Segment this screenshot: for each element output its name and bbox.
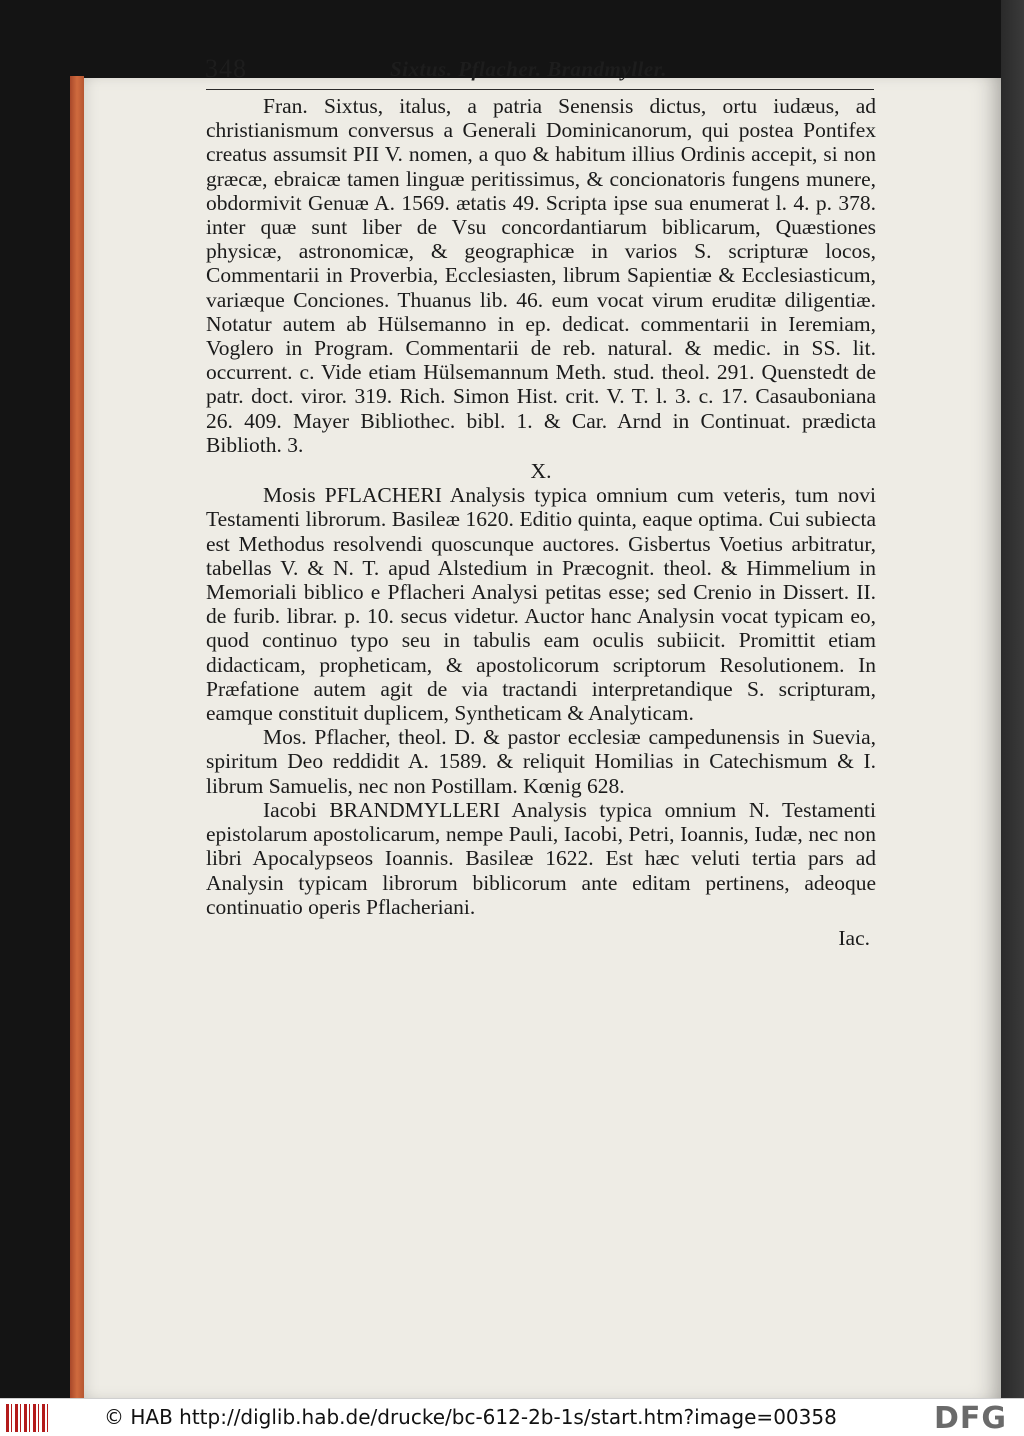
copyright-url-text[interactable]: © HAB http://diglib.hab.de/drucke/bc-612-2b-1s/start.htm?image=00358	[104, 1405, 837, 1429]
scan-background	[1001, 0, 1024, 1398]
running-header	[205, 54, 875, 88]
page-body	[206, 94, 876, 950]
header-rule	[206, 89, 874, 90]
page-number: 348	[205, 54, 247, 83]
viewer-footer	[0, 1398, 1024, 1436]
book-page-edge	[70, 76, 84, 1398]
paragraph-pflacher-bio: Mos. Pflacher, theol. D. & pastor ecclesiæ campedunensis in Suevia, spiritum Deo reddidit A. 1589. & reliquit Homilias in Catechismum & I. librum Samuelis, nec non Postillam. Kœnig 628.	[206, 725, 876, 798]
running-title: Sixtus. Pflacher. Brandmyller.	[390, 57, 667, 81]
section-number: X.	[530, 459, 552, 484]
barcode-icon	[6, 1404, 48, 1432]
dfg-logo: DFG	[934, 1401, 1008, 1436]
catchword: Iac.	[838, 925, 870, 950]
paragraph-brandmylleri: Iacobi BRANDMYLLERI Analysis typica omnium N. Testamenti epistolarum apostolicarum, nempe Pauli, Iacobi, Petri, Ioannis, Iudæ, nec non libri Apocalypseos Ioannis. Basileæ 1622. Est hæc veluti tertia pars ad Analysin typicam librorum biblicorum ante editam pertinens, adeoque continuatio operis Pflacheriani.	[206, 797, 876, 919]
paragraph-pflacheri-analysis: Mosis PFLACHERI Analysis typica omnium cum veteris, tum novi Testamenti librorum. Basileæ 1620. Editio quinta, eaque optima. Cui subiecta est Methodus resolvendi quoscunque auctores. Gisbertus Voetius arbitratur, tabellas V. & N. T. apud Alstedium in Præcognit. theol. & Himmelium in Memoriali biblico e Pflacheri Analysi petitas esse; sed Crenio in Dissert. II. de furib. librar. p. 10. secus videtur. Auctor hanc Analysin vocat typicam eo, quod continuo typo seu in tabulis eam oculis subiicit. Promittit etiam didacticam, propheticam, & apostolicorum scriptorum Resolutionem. In Præfatione autem agit de via tractandi interpretandique S. scripturam, eamque constituit duplicem, Syntheticam & Analyticam.	[206, 483, 876, 726]
paragraph-sixtus: Fran. Sixtus, italus, a patria Senensis dictus, ortu iudæus, ad christianismum conversus a Generali Dominicanorum, qui postea Pontifex creatus assumsit PII V. nomen, a quo & habitum illius Ordinis accepit, si non græcæ, ebraicæ tamen linguæ peritissimus, & concionatoris fungens munere, obdormivit Genuæ A. 1569. ætatis 49. Scripta ipse sua enumerat l. 4. p. 378. inter quæ sunt liber de Vsu concordantiarum biblicarum, Quæstiones physicæ, astronomicæ, & geographicæ in varios S. scripturæ locos, Commentarii in Proverbia, Ecclesiasten, librum Sapientiæ & Ecclesiasticum, variæque Conciones. Thuanus lib. 46. eum vocat virum eruditæ diligentiæ. Notatur autem ab Hülsemanno in ep. dedicat. commentarii in Ieremiam, Voglero in Program. Commentarii de reb. natural. & medic. in SS. lit. occurrent. c. Vide etiam Hülsemannum Meth. stud. theol. 291. Quenstedt de patr. doct. viror. 319. Rich. Simon Hist. crit. V. T. l. 3. c. 17. Casauboniana 26. 409. Mayer Bibliothec. bibl. 1. & Car. Arnd in Continuat. prædicta Biblioth. 3.	[206, 94, 876, 457]
